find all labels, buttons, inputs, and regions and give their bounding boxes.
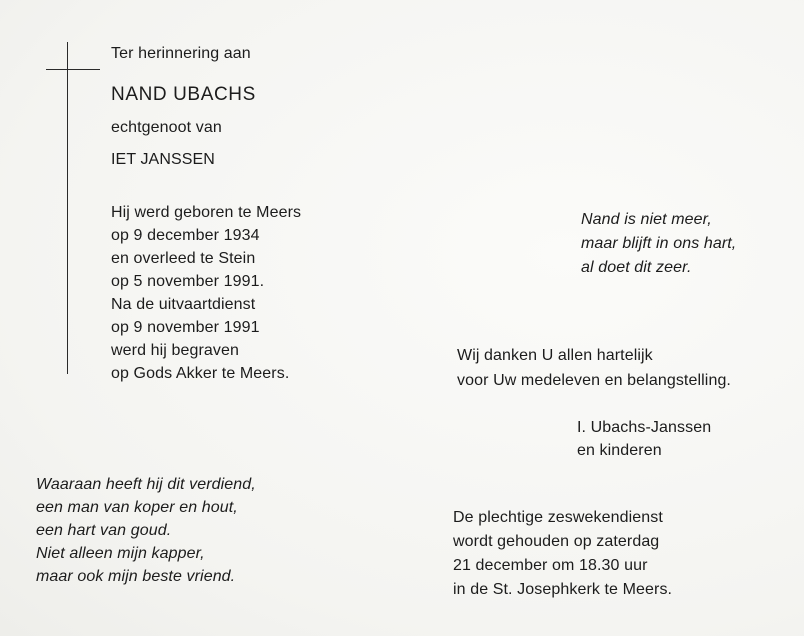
service-line: De plechtige zeswekendienst bbox=[453, 509, 663, 526]
service-line: wordt gehouden op zaterdag bbox=[453, 533, 660, 550]
verse-left-line: Waaraan heeft hij dit verdiend, bbox=[36, 476, 256, 493]
spouse-name: IET JANSSEN bbox=[111, 151, 215, 168]
verse-left-line: een man van koper en hout, bbox=[36, 499, 238, 516]
cross-horizontal-bar bbox=[46, 69, 100, 70]
service-line: in de St. Josephkerk te Meers. bbox=[453, 581, 673, 598]
intro-text: Ter herinnering aan bbox=[111, 45, 251, 62]
service-line: 21 december om 18.30 uur bbox=[453, 557, 648, 574]
relation-text: echtgenoot van bbox=[111, 119, 222, 136]
thanks-line: Wij danken U allen hartelijk bbox=[457, 347, 653, 364]
signature-line: en kinderen bbox=[577, 442, 662, 459]
thanks-line: voor Uw medeleven en belangstelling. bbox=[457, 372, 731, 389]
biography-line: op 9 december 1934 bbox=[111, 227, 260, 244]
biography-line: werd hij begraven bbox=[111, 342, 239, 359]
biography-line: Na de uitvaartdienst bbox=[111, 296, 256, 313]
biography-line: op Gods Akker te Meers. bbox=[111, 365, 290, 382]
verse-left-line: een hart van goud. bbox=[36, 522, 172, 539]
biography-line: Hij werd geboren te Meers bbox=[111, 204, 302, 221]
biography-line: op 5 november 1991. bbox=[111, 273, 265, 290]
signature-line: I. Ubachs-Janssen bbox=[577, 419, 712, 436]
cross-vertical-bar bbox=[67, 42, 68, 374]
deceased-name: NAND UBACHS bbox=[111, 84, 256, 105]
verse-right-line: maar blijft in ons hart, bbox=[581, 235, 737, 252]
verse-right-line: Nand is niet meer, bbox=[581, 211, 712, 228]
verse-right-line: al doet dit zeer. bbox=[581, 259, 692, 276]
verse-left-line: maar ook mijn beste vriend. bbox=[36, 568, 236, 585]
biography-line: en overleed te Stein bbox=[111, 250, 256, 267]
biography-line: op 9 november 1991 bbox=[111, 319, 260, 336]
verse-left-line: Niet alleen mijn kapper, bbox=[36, 545, 205, 562]
